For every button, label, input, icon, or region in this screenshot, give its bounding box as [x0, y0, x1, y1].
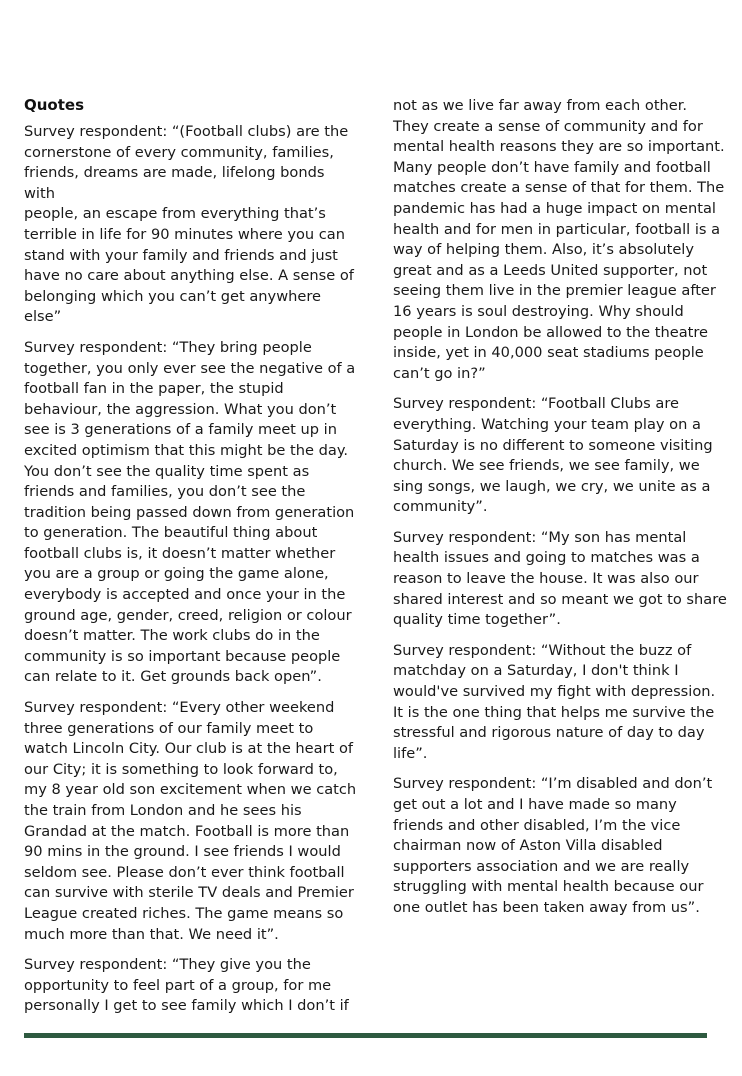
footer-divider	[24, 1033, 707, 1038]
quote-paragraph: Survey respondent: “Football Clubs are everything. Watching your team play on a Saturday is no different to someone visiting church. We see friends, we see family, we sing songs, we laugh, we cry, we unite as a community”.	[393, 395, 713, 516]
quote-paragraph: Survey respondent: “(Football clubs) are the cornerstone of every community, families, friends, dreams are made, lifelong bonds with people, an escape from everything that’s terrible in life for 90 minutes where you can stand with your family and friends and just have no care about anything else. A sense of belonging which you can’t get anywhere else”	[24, 123, 354, 326]
quote-paragraph-continued: not as we live far away from each other. They create a sense of community and for mental health reasons they are so important. Many people don’t have family and football matches create a sense of that for them. The pandemic has had a huge impact on mental health and for men in particular, football is a way of helping them. Also, it’s absolutely great and as a Leeds United supporter, not seeing them live in the premier league after 16 years is soul destroying. Why should people in London be allowed to the theatre inside, yet in 40,000 seat stadiums people can’t go in?”	[393, 97, 725, 382]
left-column	[24, 95, 359, 1027]
right-column	[393, 96, 728, 929]
quote-paragraph: Survey respondent: “They bring people together, you only ever see the negative of a football fan in the paper, the stupid behaviour, the aggression. What you don’t see is 3 generations of a family meet up in excited optimism that this might be the day. You don’t see the quality time spent as friends and families, you don’t see the tradition being passed down from generation to generation. The beautiful thing about football clubs is, it doesn’t matter whether you are a group or going the game alone, everybody is accepted and once your in the ground age, gender, creed, religion or colour doesn’t matter. The work clubs do in the community is so important because people can relate to it. Get grounds back open”.	[24, 338, 356, 686]
quote-paragraph: Survey respondent: “I’m disabled and don’t get out a lot and I have made so many friends and other disabled, I’m the vice chairman now of Aston Villa disabled supporters association and we are really struggling with mental health because our one outlet has been taken away from us”.	[393, 775, 713, 916]
section-heading: Quotes	[24, 96, 85, 114]
quote-paragraph: Survey respondent: “Without the buzz of matchday on a Saturday, I don't think I would've survived my fight with depression. It is the one thing that helps me survive the stressful and rigorous nature of day to day life”.	[393, 641, 716, 762]
quote-paragraph: Survey respondent: “They give you the opportunity to feel part of a group, for me personally I get to see family which I don’t if	[24, 956, 349, 1015]
quote-paragraph: Survey respondent: “Every other weekend three generations of our family meet to watch Lincoln City. Our club is at the heart of our City; it is something to look forward to, my 8 year old son excitement when we catch the train from London and he sees his Grandad at the match. Football is more than 90 mins in the ground. I see friends I would seldom see. Please don’t ever think football can survive with sterile TV deals and Premier League created riches. The game means so much more than that. We need it”.	[24, 699, 357, 943]
quote-paragraph: Survey respondent: “My son has mental health issues and going to matches was a reason to leave the house. It was also our shared interest and so meant we got to share quality time together”.	[393, 528, 727, 629]
